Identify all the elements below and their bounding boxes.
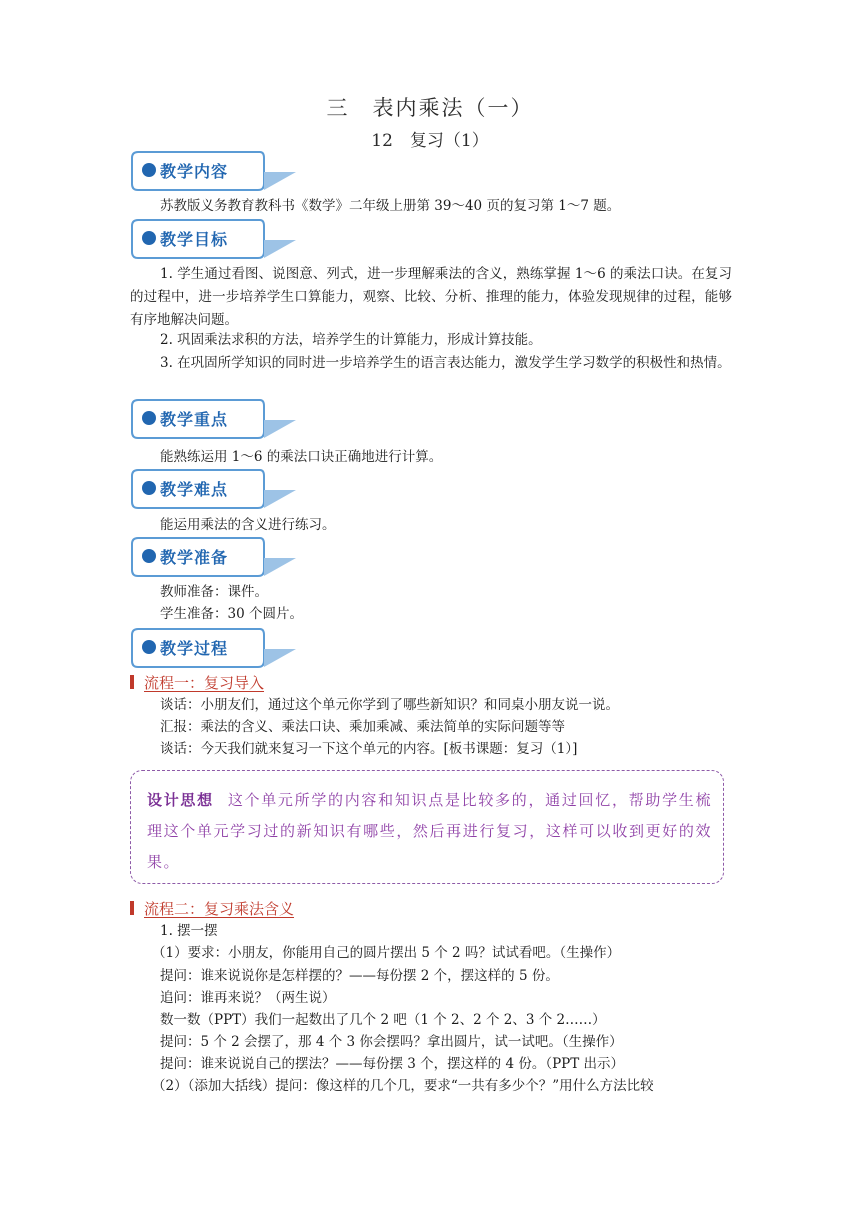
- section-tag-process: [130, 627, 298, 669]
- bullet-dot-icon: [142, 411, 156, 425]
- flow-1-heading: [130, 672, 264, 693]
- flow-1-line: 谈话：今天我们就来复习一下这个单元的内容。[板书课题：复习（1）]: [160, 741, 578, 757]
- flow-2-line: （2）（添加大括线）提问：像这样的几个几，要求“一共有多少个？”用什么方法比较: [152, 1078, 654, 1094]
- flow-2-line: 1. 摆一摆: [160, 923, 218, 939]
- flow-1-title: 流程一：复习导入: [144, 674, 265, 692]
- prep-student: 学生准备：30 个圆片。: [160, 606, 303, 622]
- prep-teacher: 教师准备：课件。: [160, 584, 268, 600]
- section-tag-content: [130, 150, 298, 192]
- bullet-dot-icon: [142, 481, 156, 495]
- section-tag-goals: [130, 218, 298, 260]
- heading-bar-icon: [130, 675, 134, 689]
- section-label: 教学准备: [160, 548, 229, 567]
- section-label: 教学重点: [160, 410, 229, 429]
- flow-2-heading: [130, 898, 294, 919]
- flow-2-title: 流程二：复习乘法含义: [144, 900, 295, 918]
- heading-bar-icon: [130, 901, 134, 915]
- design-thought-body: 这个单元所学的内容和知识点是比较多的，通过回忆，帮助学生梳理这个单元学习过的新知识有哪些，然后再进行复习，这样可以收到更好的效果。: [147, 791, 712, 871]
- flow-2-line: 提问：谁来说说自己的摆法？——每份摆 3 个，摆这样的 4 份。（PPT 出示）: [160, 1056, 625, 1072]
- bullet-dot-icon: [142, 163, 156, 177]
- flow-2-line: 提问：5 个 2 会摆了，那 4 个 3 你会摆吗？拿出圆片，试一试吧。（生操作）: [160, 1034, 623, 1050]
- design-thought-box: [130, 770, 724, 884]
- goal-item-3: 3. 在巩固所学知识的同时进一步培养学生的语言表达能力，激发学生学习数学的积极性和热情。: [160, 355, 731, 371]
- design-thought-heading: 设计思想: [147, 791, 214, 809]
- goal-item-2: 2. 巩固乘法求积的方法，培养学生的计算能力，形成计算技能。: [160, 332, 542, 348]
- chapter-title: 三 表内乘法（一）: [326, 96, 534, 120]
- flow-2-line: 追问：谁再来说？（两生说）: [160, 990, 336, 1006]
- design-thought-text: [147, 785, 712, 878]
- goal-item-1: 1. 学生通过看图、说图意、列式，进一步理解乘法的含义，熟练掌握 1～6 的乘法口诀。在复习的过程中，进一步培养学生口算能力，观察、比较、分析、推理的能力，体验发现规律的过程，能够有序地解决问题。: [130, 266, 732, 328]
- section-label: 教学难点: [160, 480, 229, 499]
- flow-2-line: 数一数（PPT）我们一起数出了几个 2 吧（1 个 2、2 个 2、3 个 2……）: [160, 1012, 606, 1028]
- section-label: 教学内容: [160, 162, 229, 181]
- flow-2-line: （1）要求：小朋友，你能用自己的圆片摆出 5 个 2 吗？试试看吧。（生操作）: [152, 945, 621, 961]
- bullet-dot-icon: [142, 549, 156, 563]
- bullet-dot-icon: [142, 640, 156, 654]
- section-label: 教学过程: [160, 639, 229, 658]
- lesson-title: 12 复习（1）: [371, 131, 489, 151]
- content-text: 苏教版义务教育教科书《数学》二年级上册第 39～40 页的复习第 1～7 题。: [160, 198, 621, 214]
- flow-2-line: 提问：谁来说说你是怎样摆的？——每份摆 2 个，摆这样的 5 份。: [160, 968, 559, 984]
- difficulty-text: 能运用乘法的含义进行练习。: [160, 517, 336, 533]
- bullet-dot-icon: [142, 231, 156, 245]
- section-tag-key: [130, 398, 298, 440]
- section-tag-prep: [130, 536, 298, 578]
- section-label: 教学目标: [160, 230, 229, 249]
- section-tag-difficulty: [130, 468, 298, 510]
- flow-1-line: 汇报：乘法的含义、乘法口诀、乘加乘减、乘法简单的实际问题等等: [160, 719, 565, 735]
- flow-1-line: 谈话：小朋友们，通过这个单元你学到了哪些新知识？和同桌小朋友说一说。: [160, 697, 619, 713]
- key-text: 能熟练运用 1～6 的乘法口诀正确地进行计算。: [160, 449, 443, 465]
